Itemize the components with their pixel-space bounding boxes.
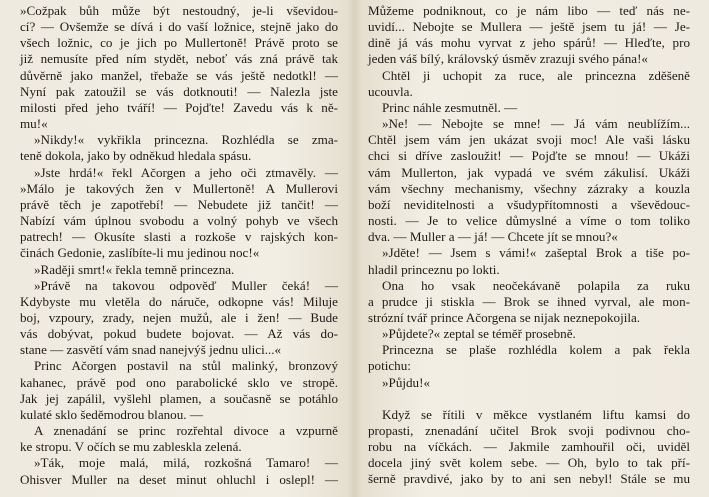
- text-line: Princezna se plaše rozhlédla kolem a pak řekla: [382, 342, 690, 358]
- text-line: boží neviditelnosti a všudypřítomnosti a vševědouc-: [368, 196, 690, 212]
- text-line: právě těch je zapotřebí! — Nebudete již tančit! —: [20, 196, 338, 212]
- text-line: Nabízí vám úplnou svobodu a volný pohyb ve všech: [20, 213, 338, 229]
- text-line: nosti. — Je to velice důmyslné a víme o tom toliko: [368, 213, 690, 229]
- text-line: »Jděte! — Jsem s vámi!« zašeptal Brok a tiše po-: [382, 245, 690, 261]
- text-line: ke stropu. V očích se mu zableskla zelená.: [20, 439, 242, 455]
- text-line: »Ne! — Nebojte se mne! — Já vám neublížím...: [382, 116, 690, 132]
- text-line: »Raději smrt!« řekla temně princezna.: [34, 261, 235, 277]
- text-line: kulaté sklo šeděmodrou blanou. —: [20, 406, 203, 422]
- text-line: »Jste hrdá!« řekl Ačorgen a jeho oči ztmavěly. —: [34, 164, 338, 180]
- text-line: milosti před jeho tváří! — Pojďte! Zavedu vás k ně-: [20, 99, 338, 115]
- text-line: Nyní pak zatoužil se vás dotknouti! — Nalezla jste: [20, 83, 338, 99]
- text-line: Princ náhle zesmutněl. —: [382, 99, 518, 115]
- text-line: »Nikdy!« vykřikla princezna. Rozhlédla se zma-: [34, 132, 338, 148]
- text-line: vám Mullerton, jak vypadá ve svém zákulisí. Ukáži: [368, 164, 690, 180]
- text-line: robu na víčkách. — Jakmile zamhouřil oči, uviděl: [368, 439, 690, 455]
- text-line: šerně pravdivé, jako by to ani sen nebyl! Stále se mu: [368, 471, 690, 487]
- text-line: důvěrně jako manžel, třebaže se vás ještě nedotkl! —: [20, 67, 338, 83]
- left-page: [20, 3, 338, 488]
- text-line: stane — zasvětí vám snad nanejvýš jednu ulici...«: [20, 342, 282, 358]
- text-line: »Půjdu!«: [382, 374, 431, 390]
- text-line: »Právě na takovou odpověď Muller čeká! —: [34, 277, 338, 293]
- section-break: [368, 391, 690, 407]
- text-line: Ohisver Muller na deset minut ohluchl i oslepl! —: [20, 471, 338, 487]
- text-line: chci si dříve zasloužit! — Pojďte se mnou! — Ukáži: [368, 148, 690, 164]
- text-line: cí? — Ovšemže se dívá i do vaší ložnice, stejně jako do: [20, 19, 338, 35]
- text-line: »Ták, moje malá, milá, rozkošná Tamaro! —: [34, 455, 338, 471]
- text-line: teně dokola, jako by odněkud hledala spásu.: [20, 148, 252, 164]
- text-line: Chtěl ji uchopit za ruce, ale princezna zděšeně: [382, 67, 690, 83]
- text-line: dva. — Muller a — já! — Chcete jít se mnou?«: [368, 229, 618, 245]
- text-line: strózní tvář prince Ačorgena se nijak neznepokojila.: [368, 309, 641, 325]
- text-line: hladil princeznu po lokti.: [368, 261, 500, 277]
- text-line: mu!«: [20, 116, 48, 132]
- text-line: »Cožpak bůh může být nestoudný, je-li vševidou-: [20, 3, 338, 18]
- text-line: již nemusíte před ním stydět, neboť vás zná právě tak: [20, 51, 338, 67]
- text-line: Můžeme podniknout, co je nám libo — teď nás ne-: [368, 3, 690, 18]
- text-line: docela jiný svět kolem sebe. — Oh, bylo to tak pří-: [368, 455, 690, 471]
- text-line: propasti, znenadání učitel Brok svoji podivnou cho-: [368, 422, 690, 438]
- text-line: boj, vzpoury, zrady, nejen mužů, ale i žen! — Bude: [20, 309, 338, 325]
- right-page: [368, 3, 690, 488]
- text-line: vás dobývat, pokud budete bojovat. — Až vás do-: [20, 326, 338, 342]
- text-line: patrech! — Okusíte slasti a rozkoše v rajských kon-: [20, 229, 338, 245]
- text-line: vám všechny mechanismy, všechny zázraky a kouzla: [368, 180, 690, 196]
- text-line: jeden váš bílý, královský úsměv zrazuji svého pána!«: [368, 51, 648, 67]
- text-line: Princ Ačorgen postavil na stůl malinký, bronzový: [34, 358, 338, 374]
- text-line: Jak jej zapálil, vyšlehl plamen, a současně se potáhlo: [20, 390, 338, 406]
- text-line: uvidí... Nebojte se Mullera — ještě jsem tu já! — Je-: [368, 19, 690, 35]
- text-line: dině já vás mohu vyrvat z jeho spárů! — Hleďte, pro: [368, 35, 690, 51]
- text-line: potichu:: [368, 358, 411, 374]
- text-line: »Málo je takových žen v Mullertoně! A Mullerovi: [20, 180, 338, 196]
- text-line: činách Gedonie, zaslíbíte-li mu jedinou noc!«: [20, 245, 260, 261]
- text-line: a prudce ji stiskla — Brok se ihned vyrval, ale mon-: [368, 293, 690, 309]
- text-line: kahanec, právě pod ono parabolické sklo ve stropě.: [20, 374, 338, 390]
- text-line: Chtěl jsem vám jen ukázat svoji moc! Ale vaši lásku: [368, 132, 690, 148]
- text-line: A znenadání se princ rozřehtal divoce a vzpurně: [34, 423, 338, 439]
- text-line: ucouvla.: [368, 83, 413, 99]
- text-line: Ona ho vsak neočekávaně polapila za ruku: [382, 277, 690, 293]
- text-line: »Půjdete?« zeptal se téměř prosebně.: [382, 326, 576, 342]
- text-line: Kdybyste mu vletěla do náruče, odkopne vás! Miluje: [20, 293, 338, 309]
- text-line: všech ložnic, co je jich po Mullertoně! Právě proto se: [20, 35, 338, 51]
- text-line: Když se řítili v měkce vystlaném liftu kamsi do: [382, 406, 690, 422]
